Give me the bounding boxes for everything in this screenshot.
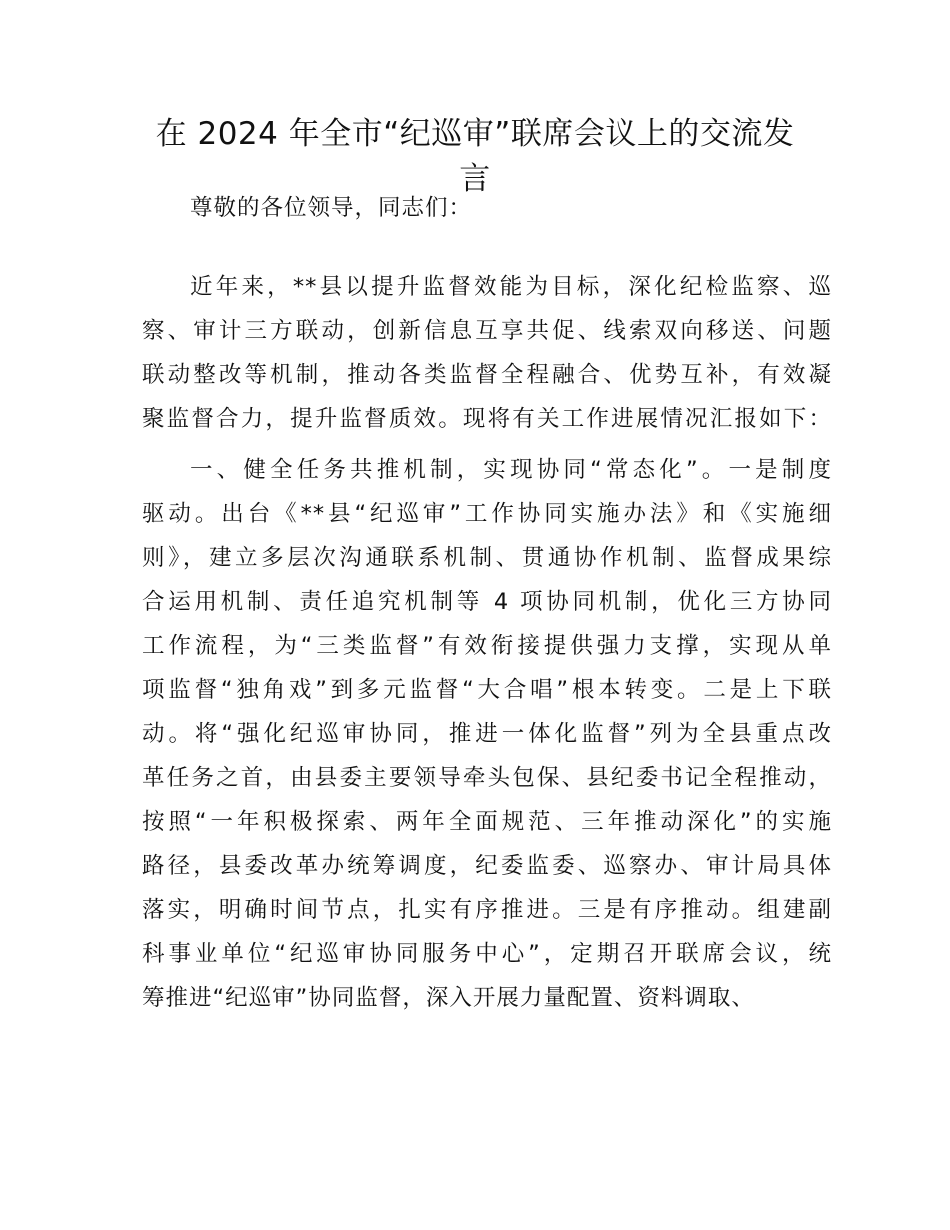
- paragraph-1-line-2: 察、审计三方联动，创新信息互享共促、线索双向移送、问题: [142, 318, 832, 344]
- paragraph-2-line-5: 工作流程，为“三类监督”有效衔接提供强力支撑，实现从单: [142, 633, 832, 659]
- paragraph-1-line-1: 近年来，**县以提升监督效能为目标，深化纪检监察、巡: [190, 274, 832, 300]
- paragraph-2-line-3: 则》，建立多层次沟通联系机制、贯通协作机制、监督成果综: [142, 545, 832, 571]
- paragraph-2-line-7: 动。将“强化纪巡审协同，推进一体化监督”列为全县重点改: [142, 721, 832, 747]
- paragraph-2-line-9: 按照“一年积极探索、两年全面规范、三年推动深化”的实施: [142, 809, 832, 835]
- paragraph-2-line-1: 一、健全任务共推机制，实现协同“常态化”。一是制度: [190, 457, 832, 483]
- paragraph-2-line-11: 落实，明确时间节点，扎实有序推进。三是有序推动。组建副: [142, 897, 832, 923]
- paragraph-2-line-4: 合运用机制、责任追究机制等 4 项协同机制，优化三方协同: [142, 589, 832, 615]
- paragraph-2-line-10: 路径，县委改革办统筹调度，纪委监委、巡察办、审计局具体: [142, 853, 832, 879]
- paragraph-1-line-3: 联动整改等机制，推动各类监督全程融合、优势互补，有效凝: [142, 362, 832, 388]
- paragraph-2-line-6: 项监督“独角戏”到多元监督“大合唱”根本转变。二是上下联: [142, 677, 832, 703]
- paragraph-2-line-13: 筹推进“纪巡审”协同监督，深入开展力量配置、资料调取、: [142, 985, 755, 1011]
- paragraph-2-line-12: 科事业单位“纪巡审协同服务中心”，定期召开联席会议，统: [142, 941, 832, 967]
- paragraph-2-line-2: 驱动。出台《**县“纪巡审”工作协同实施办法》和《实施细: [142, 501, 832, 527]
- greeting: 尊敬的各位领导，同志们：: [190, 195, 473, 221]
- paragraph-1-line-4: 聚监督合力，提升监督质效。现将有关工作进展情况汇报如下：: [142, 406, 832, 432]
- document-title: 在 2024 年全市“纪巡审”联席会议上的交流发言: [155, 116, 795, 197]
- paragraph-2-line-8: 革任务之首，由县委主要领导牵头包保、县纪委书记全程推动，: [142, 765, 832, 791]
